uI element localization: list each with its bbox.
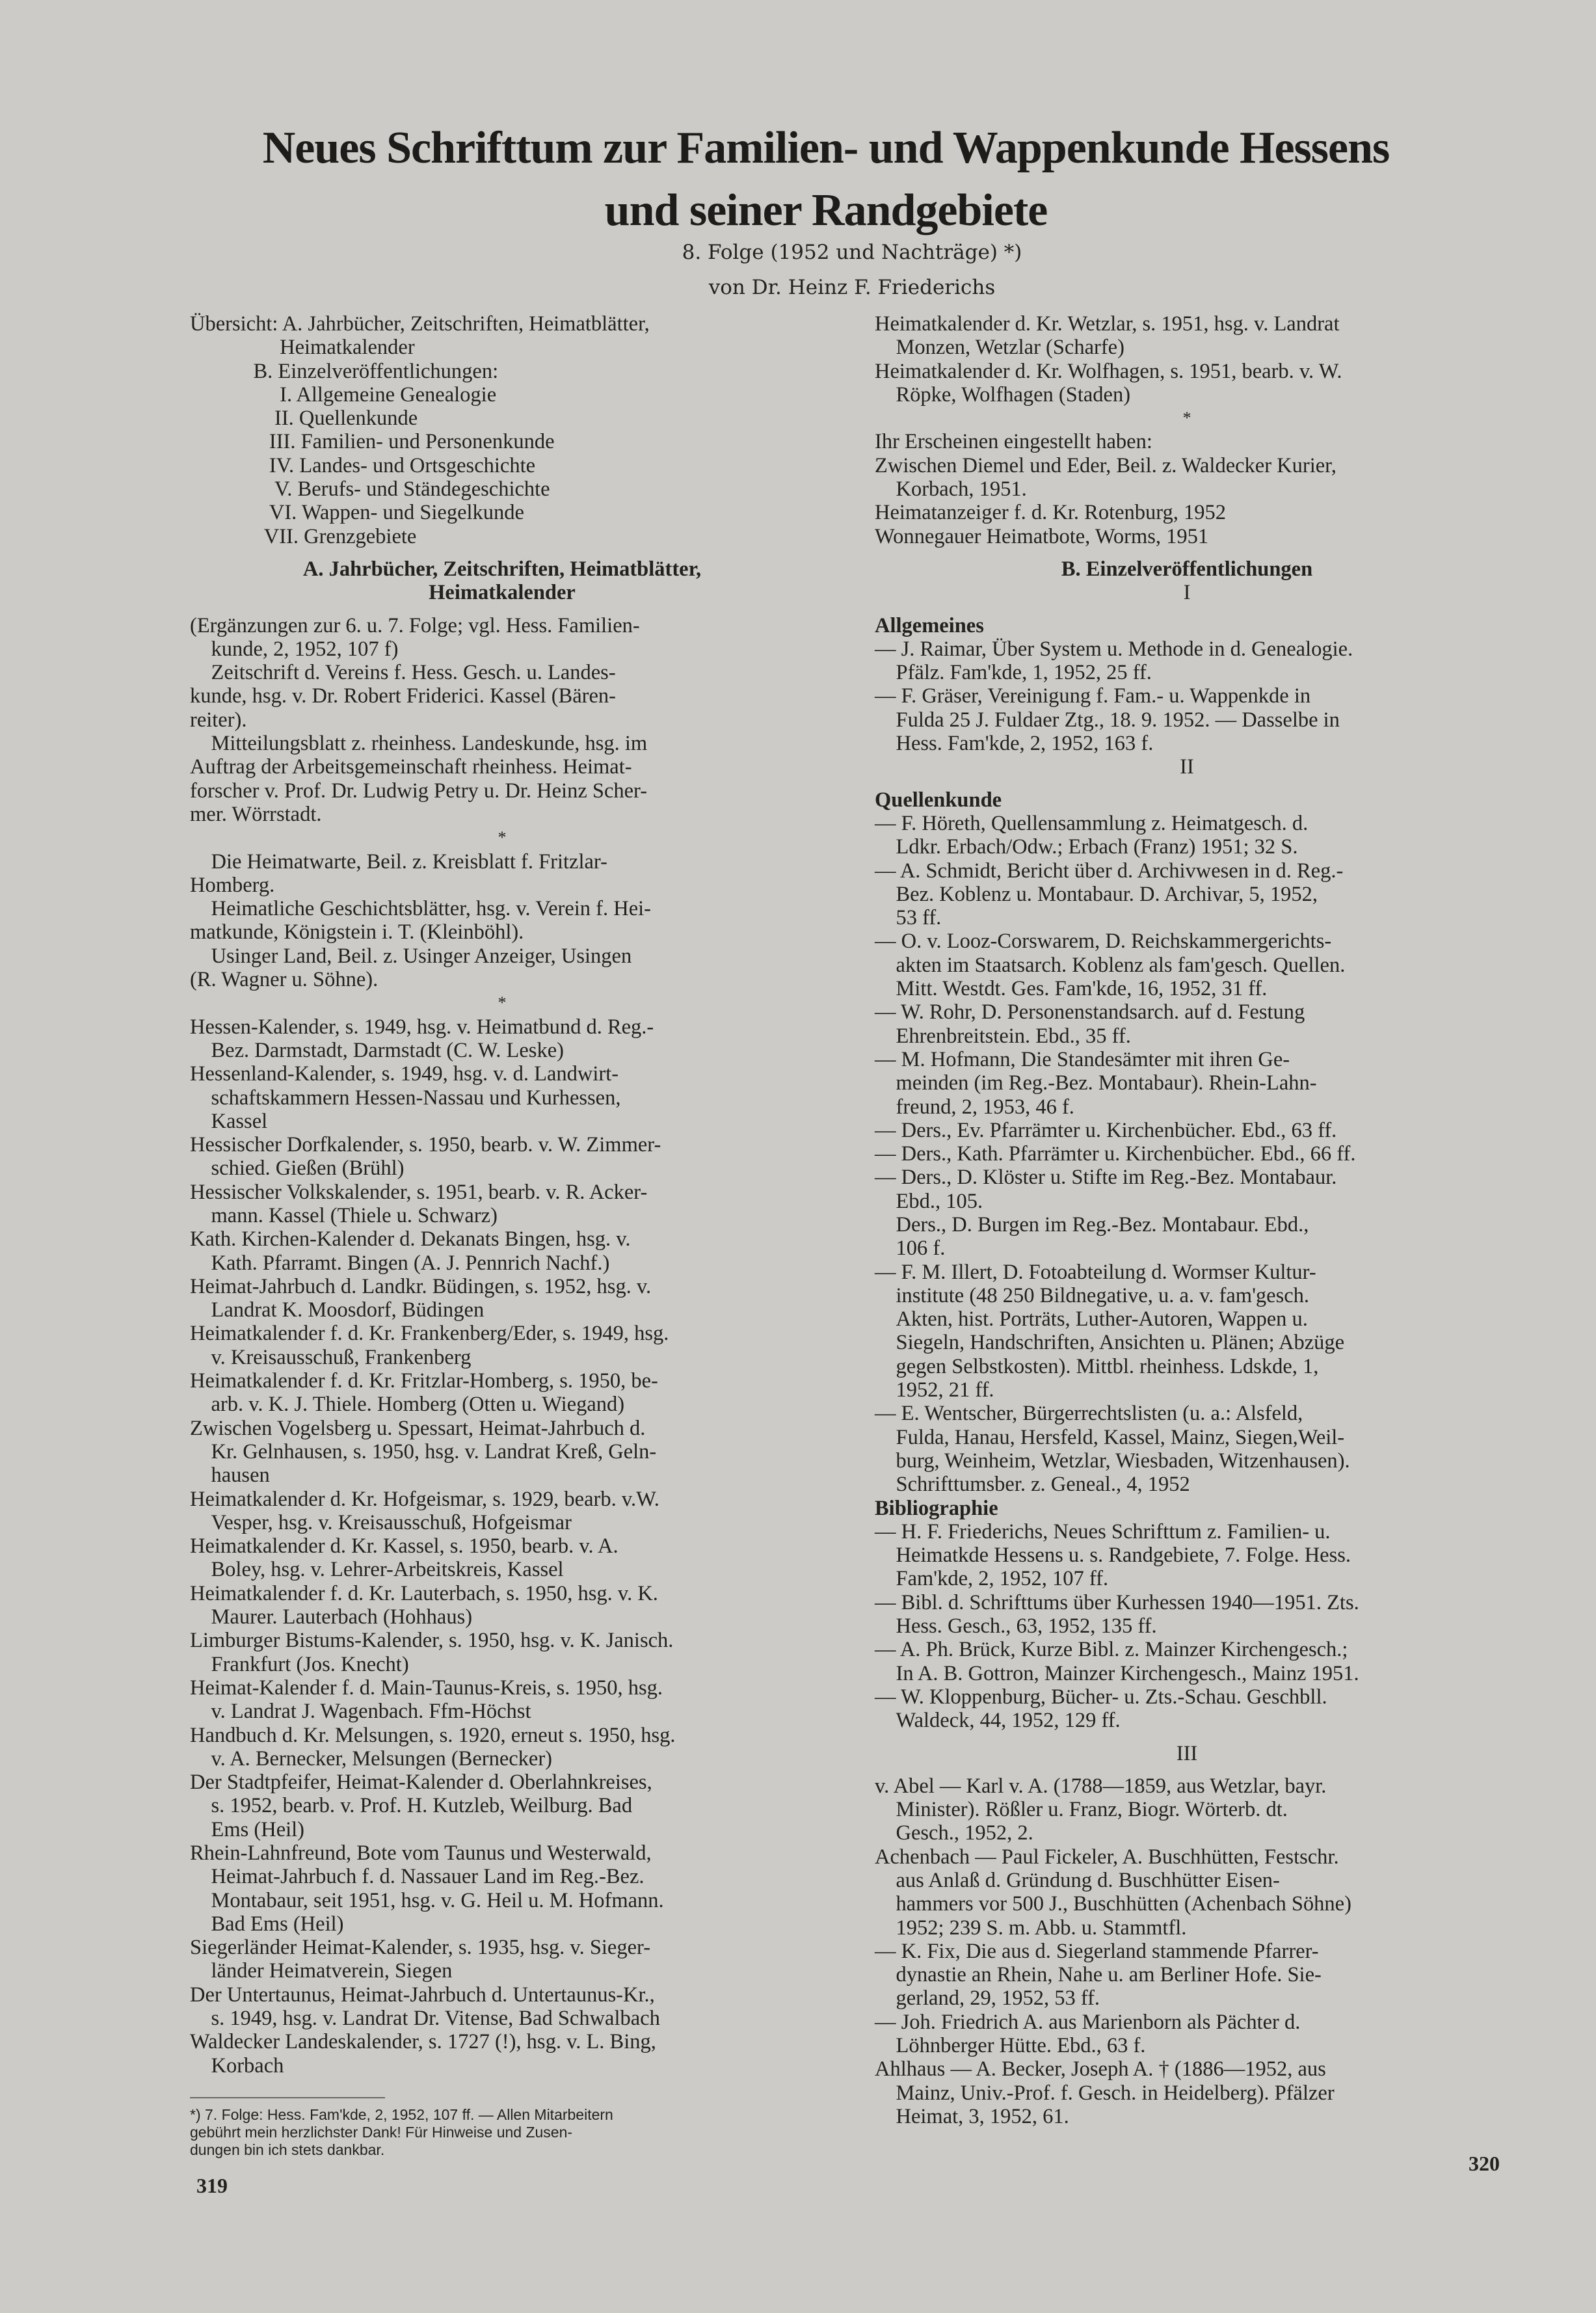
list-item: Heimatkalender d. Kr. Wolfhagen, s. 1951, bearb. v. W. Röpke, Wolfhagen (Staden) xyxy=(875,359,1342,407)
list-item: — K. Fix, Die aus d. Siegerland stammende Pfarrer- dynastie an Rhein, Nahe u. am Berliner Hofe. Sie- gerland, 29, 1952, 53 ff. xyxy=(875,1939,1322,2011)
list-item: — Ders., Kath. Pfarrämter u. Kirchenbücher. Ebd., 66 ff. xyxy=(875,1142,1356,1166)
list-item: Heimatkalender d. Kr. Wetzlar, s. 1951, hsg. v. Landrat Monzen, Wetzlar (Scharfe) xyxy=(875,312,1340,360)
bibliographie-list xyxy=(875,1520,1499,1733)
separator-star: * xyxy=(498,828,507,848)
list-item: Zeitschrift d. Vereins f. Hess. Gesch. u. Landes- kunde, hsg. v. Dr. Robert Friderici. Kassel (Bären- reiter). xyxy=(190,661,616,732)
list-item: — A. Ph. Brück, Kurze Bibl. z. Mainzer Kirchengesch.; In A. B. Gottron, Mainzer Kirchengesch., Mainz 1951. xyxy=(875,1638,1359,1685)
roman-numeral: I xyxy=(1183,581,1191,605)
list-item: Hessen-Kalender, s. 1949, hsg. v. Heimatbund d. Reg.- Bez. Darmstadt, Darmstadt (C. W. Leske) xyxy=(190,1015,654,1062)
title-line-1: Neues Schrifttum zur Familien- und Wappenkunde Hessens xyxy=(262,123,1390,173)
list-item: — F. Gräser, Vereinigung f. Fam.- u. Wappenkde in Fulda 25 J. Fuldaer Ztg., 18. 9. 1952. — Dasselbe in Hess. Fam'kde, 2, 1952, 163 f. xyxy=(875,684,1340,756)
list-item: — W. Kloppenburg, Bücher- u. Zts.-Schau. Geschbll. Waldeck, 44, 1952, 129 ff. xyxy=(875,1685,1327,1733)
roman-numeral: III xyxy=(1176,1741,1198,1765)
list-item: Zwischen Diemel und Eder, Beil. z. Waldecker Kurier, Korbach, 1951. xyxy=(875,453,1337,501)
list-item: — Bibl. d. Schrifttums über Kurhessen 1940—1951. Zts. Hess. Gesch., 63, 1952, 135 ff. xyxy=(875,1590,1359,1638)
list-item: — M. Hofmann, Die Standesämter mit ihren Ge- meinden (im Reg.-Bez. Montabaur). Rhein-Lahn- freund, 2, 1953, 46 f. xyxy=(875,1047,1317,1119)
quellenkunde-heading: Quellenkunde xyxy=(875,788,1002,812)
list-item: Zwischen Vogelsberg u. Spessart, Heimat-Jahrbuch d. Kr. Gelnhausen, s. 1950, hsg. v. Landrat Kreß, Geln- hausen xyxy=(190,1416,657,1488)
list-item: Heimat-Jahrbuch d. Landkr. Büdingen, s. 1952, hsg. v. Landrat K. Moosdorf, Büdingen xyxy=(190,1274,652,1322)
list-item: Die Heimatwarte, Beil. z. Kreisblatt f. Fritzlar- Homberg. xyxy=(190,849,607,897)
list-item: Heimatkalender f. d. Kr. Lauterbach, s. 1950, hsg. v. K. Maurer. Lauterbach (Hohhaus) xyxy=(190,1581,658,1629)
list-item: Rhein-Lahnfreund, Bote vom Taunus und Westerwald, Heimat-Jahrbuch f. d. Nassauer Land im Reg.-Bez. Montabaur, seit 1951, hsg. v. G. Heil u. M. Hofmann. Bad Ems (Heil) xyxy=(190,1841,664,1936)
list-item: — J. Raimar, Über System u. Methode in d. Genealogie. Pfälz. Fam'kde, 1, 1952, 25 ff. xyxy=(875,637,1353,685)
list-item: Wonnegauer Heimatbote, Worms, 1951 xyxy=(875,524,1209,548)
list-item: v. Abel — Karl v. A. (1788—1859, aus Wetzlar, bayr. Minister). Rößler u. Franz, Biogr. Wörterb. dt. Gesch., 1952, 2. xyxy=(875,1774,1327,1845)
right-block-1 xyxy=(875,312,1499,407)
right-column xyxy=(875,312,1499,2128)
roman-numeral: II xyxy=(1180,755,1194,779)
list-item: Hessenland-Kalender, s. 1949, hsg. v. d. Landwirt- schaftskammern Hessen-Nassau und Kurhessen, Kassel xyxy=(190,1062,621,1133)
list-item: (Ergänzungen zur 6. u. 7. Folge; vgl. Hess. Familien- kunde, 2, 1952, 107 f) xyxy=(190,613,640,661)
list-item: Hessischer Dorfkalender, s. 1950, bearb. v. W. Zimmer- schied. Gießen (Brühl) xyxy=(190,1133,661,1181)
left-block-3 xyxy=(190,1015,814,2078)
right-block-2 xyxy=(875,430,1499,548)
list-item: — E. Wentscher, Bürgerrechtslisten (u. a.: Alsfeld, Fulda, Hanau, Hersfeld, Kassel, Mainz, Siegen,Weil- burg, Weinheim, Wetzlar, Wiesbaden, Witzenhausen). Schrifttumsber. z. Geneal., 4, 1952 xyxy=(875,1402,1350,1497)
section-a-heading: A. Jahrbücher, Zeitschriften, Heimatblätter, Heimatkalender xyxy=(302,557,702,605)
article-title xyxy=(195,117,1457,242)
list-item: Ahlhaus — A. Becker, Joseph A. † (1886—1952, aus Mainz, Univ.-Prof. f. Gesch. in Heidelberg). Pfälzer Heimat, 3, 1952, 61. xyxy=(875,2057,1335,2128)
list-item: Handbuch d. Kr. Melsungen, s. 1920, erneut s. 1950, hsg. v. A. Bernecker, Melsungen (Bernecker) xyxy=(190,1723,676,1771)
list-item: Waldecker Landeskalender, s. 1727 (!), hsg. v. L. Bing, Korbach xyxy=(190,2030,656,2078)
list-item: Heimatliche Geschichtsblätter, hsg. v. Verein f. Hei- matkunde, Königstein i. T. (Kleinböhl). xyxy=(190,897,651,944)
page-number-left: 319 xyxy=(196,2174,228,2197)
left-column xyxy=(190,312,814,2159)
list-item: Der Untertaunus, Heimat-Jahrbuch d. Untertaunus-Kr., s. 1949, hsg. v. Landrat Dr. Vitense, Bad Schwalbach xyxy=(190,1983,660,2031)
footnote-rule xyxy=(190,2097,385,2106)
overview: Übersicht: A. Jahrbücher, Zeitschriften, Heimatblätter, Heimatkalender B. Einzelveröffentlichungen: I. Allgemeine Genealogie II. Quellenkunde III. Familien- und Personenkunde IV. Landes- und Ortsgeschichte V. Berufs- und Ständegeschichte VI. Wappen- und Siegelkunde VII. Grenzgebiete xyxy=(190,312,650,548)
list-item: — H. F. Friederichs, Neues Schrifttum z. Familien- u. Heimatkde Hessens u. s. Randgebiete, 7. Folge. Hess. Fam'kde, 2, 1952, 107 ff. xyxy=(875,1519,1351,1591)
list-item: — Ders., D. Klöster u. Stifte im Reg.-Bez. Montabaur. Ebd., 105. xyxy=(875,1166,1337,1213)
bibliographie-heading: Bibliographie xyxy=(875,1496,998,1520)
list-item: Limburger Bistums-Kalender, s. 1950, hsg. v. K. Janisch. Frankfurt (Jos. Knecht) xyxy=(190,1629,674,1676)
left-block-1 xyxy=(190,614,814,827)
section-3-list xyxy=(875,1774,1499,2128)
allgemeines-list xyxy=(875,637,1499,755)
list-item: Heimatkalender d. Kr. Hofgeismar, s. 1929, bearb. v.W. Vesper, hsg. v. Kreisausschuß, Hofgeismar xyxy=(190,1487,659,1534)
list-item: — W. Rohr, D. Personenstandsarch. auf d. Festung Ehrenbreitstein. Ebd., 35 ff. xyxy=(875,1000,1305,1048)
list-item: Kath. Kirchen-Kalender d. Dekanats Bingen, hsg. v. Kath. Pfarramt. Bingen (A. J. Pennrich Nachf.) xyxy=(190,1227,631,1275)
list-item: — Joh. Friedrich A. aus Marienborn als Pächter d. Löhnberger Hütte. Ebd., 63 f. xyxy=(875,2010,1301,2058)
separator-star: * xyxy=(498,993,507,1013)
section-b-heading: B. Einzelveröffentlichungen xyxy=(1061,557,1313,581)
page-number-right: 320 xyxy=(1469,2152,1500,2175)
list-item: Achenbach — Paul Fickeler, A. Buschhütten, Festschr. aus Anlaß d. Gründung d. Buschhütter Eisen- hammers vor 500 J., Buschhütten (Achenbach Söhne) 1952; 239 S. m. Abb. u. Stammtfl. xyxy=(875,1845,1351,1940)
title-line-2: und seiner Randgebiete xyxy=(604,185,1048,235)
list-item: — F. Höreth, Quellensammlung z. Heimatgesch. d. Ldkr. Erbach/Odw.; Erbach (Franz) 1951; 32 S. xyxy=(875,811,1309,859)
author-line: von Dr. Heinz F. Friederichs xyxy=(708,276,996,299)
list-item: Hessischer Volkskalender, s. 1951, bearb. v. R. Acker- mann. Kassel (Thiele u. Schwarz) xyxy=(190,1180,648,1227)
list-item: — O. v. Looz-Corswarem, D. Reichskammergerichts- akten im Staatsarch. Koblenz als fam'gesch. Quellen. Mitt. Westdt. Ges. Fam'kde, 16, 1952, 31 ff. xyxy=(875,929,1346,1001)
list-item: Ihr Erscheinen eingestellt haben: xyxy=(875,430,1152,454)
allgemeines-heading: Allgemeines xyxy=(875,613,984,637)
list-item: Mitteilungsblatt z. rheinhess. Landeskunde, hsg. im Auftrag der Arbeitsgemeinschaft rheinhess. Heimat- forscher v. Prof. Dr. Ludwig Petry u. Dr. Heinz Scher- mer. Wörrstadt. xyxy=(190,732,648,826)
left-block-2 xyxy=(190,850,814,992)
list-item: Ders., D. Burgen im Reg.-Bez. Montabaur. Ebd., 106 f. xyxy=(896,1212,1309,1261)
subtitle: 8. Folge (1952 und Nachträge) *) xyxy=(682,241,1022,264)
list-item: Siegerländer Heimat-Kalender, s. 1935, hsg. v. Sieger- länder Heimatverein, Siegen xyxy=(190,1936,651,1983)
list-item: — F. M. Illert, D. Fotoabteilung d. Wormser Kultur- institute (48 250 Bildnegative, u. a. v. fam'gesch. Akten, hist. Porträts, Luther-Autoren, Wappen u. Siegeln, Handschriften, Ansichten u. Plänen; Abzüge gegen Selbstkosten). Mittbl. rheinhess. Ldskde, 1, 1952, 21 ff. xyxy=(875,1260,1345,1402)
list-item: Heimat-Kalender f. d. Main-Taunus-Kreis, s. 1950, hsg. v. Landrat J. Wagenbach. Ffm-Höchst xyxy=(190,1676,663,1724)
quellenkunde-list xyxy=(875,812,1499,1497)
footnote: *) 7. Folge: Hess. Fam'kde, 2, 1952, 107 ff. — Allen Mitarbeitern gebührt mein herzlichster Dank! Für Hinweise und Zusen- dungen bin ich stets dankbar. xyxy=(190,2106,613,2158)
list-item: Usinger Land, Beil. z. Usinger Anzeiger, Usingen (R. Wagner u. Söhne). xyxy=(190,944,632,992)
list-item: Heimatanzeiger f. d. Kr. Rotenburg, 1952 xyxy=(875,501,1227,525)
list-item: Der Stadtpfeifer, Heimat-Kalender d. Oberlahnkreises, s. 1952, bearb. v. Prof. H. Kutzleb, Weilburg. Bad Ems (Heil) xyxy=(190,1771,652,1841)
list-item: Heimatkalender d. Kr. Kassel, s. 1950, bearb. v. A. Boley, hsg. v. Lehrer-Arbeitskreis, Kassel xyxy=(190,1534,618,1582)
list-item: — A. Schmidt, Bericht über d. Archivwesen in d. Reg.- Bez. Koblenz u. Montabaur. D. Archivar, 5, 1952, 53 ff. xyxy=(875,859,1344,930)
list-item: Heimatkalender f. d. Kr. Fritzlar-Homberg, s. 1950, be- arb. v. K. J. Thiele. Homberg (Otten u. Wiegand) xyxy=(190,1369,658,1417)
list-item: Heimatkalender f. d. Kr. Frankenberg/Eder, s. 1949, hsg. v. Kreisausschuß, Frankenberg xyxy=(190,1322,669,1369)
separator-star: * xyxy=(1182,408,1191,428)
list-item: — Ders., Ev. Pfarrämter u. Kirchenbücher. Ebd., 63 ff. xyxy=(875,1118,1337,1142)
